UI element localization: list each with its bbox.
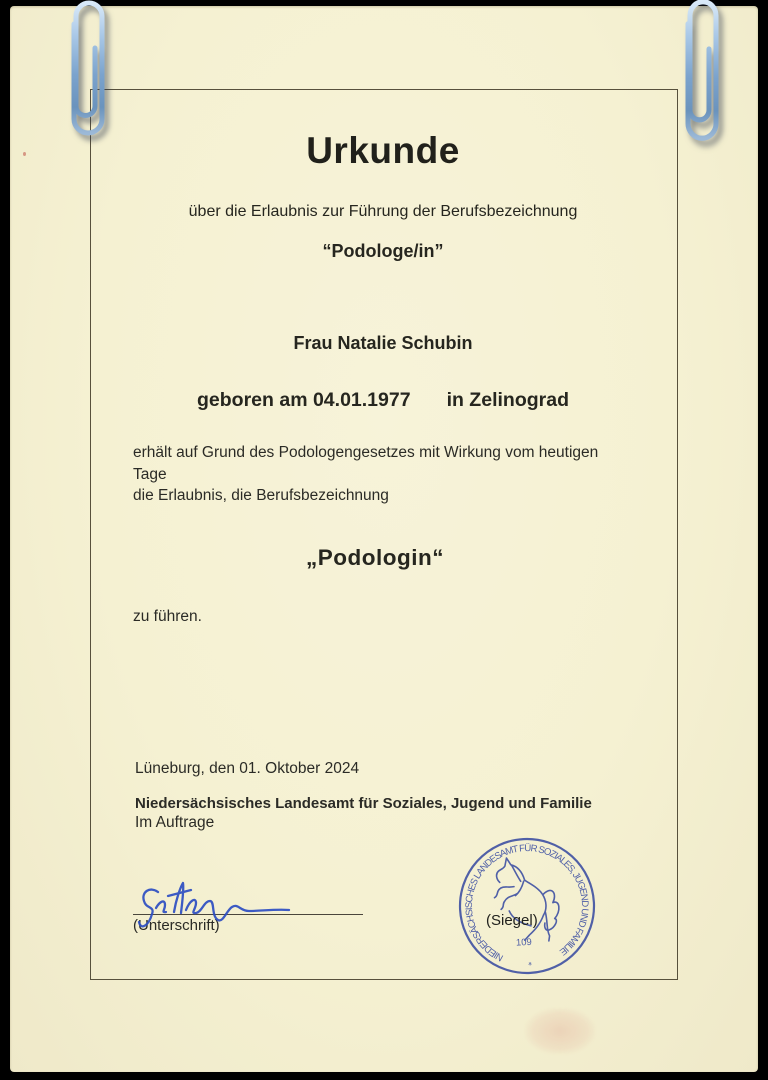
- official-seal-stamp: [448, 827, 606, 985]
- seal-horse-emblem: [492, 855, 560, 943]
- seal-caption: (Siegel): [486, 912, 538, 929]
- grant-paragraph: [133, 442, 633, 507]
- paper-smudge-stain: [525, 1008, 595, 1054]
- signature-caption: (Unterschrift): [133, 917, 220, 934]
- birth-info-line: [90, 389, 676, 412]
- on-behalf-note: Im Auftrage: [135, 814, 215, 831]
- seal-bottom-ornament: *: [527, 955, 533, 968]
- birth-date: geboren am 04.01.1977: [197, 389, 411, 411]
- certificate-subtitle: über die Erlaubnis zur Führung der Berufsbezeichnung: [188, 203, 578, 220]
- paperclip-left: [62, 0, 114, 150]
- granted-professional-title: „Podologin“: [306, 545, 444, 570]
- seal-ring-text: NIEDERSÄCHSISCHES LANDESAMT FÜR SOZIALES, JUGEND UND FAMILIE: [463, 842, 591, 964]
- recipient-name: Frau Natalie Schubin: [293, 333, 473, 353]
- certificate-paper: [10, 6, 758, 1072]
- seal-graphic: [457, 836, 598, 977]
- handwritten-signature: [128, 856, 328, 941]
- place-and-date: Lüneburg, den 01. Oktober 2024: [135, 760, 360, 777]
- closing-phrase: zu führen.: [133, 608, 202, 625]
- issuing-authority: Niedersächsisches Landesamt für Soziales, Jugend und Familie: [135, 795, 592, 812]
- seal-number: 109: [515, 936, 533, 949]
- grant-paragraph-line2: die Erlaubnis, die Berufsbezeichnung: [133, 487, 389, 504]
- grant-paragraph-line1: erhält auf Grund des Podologengesetzes mit Wirkung vom heutigen Tage: [133, 444, 599, 483]
- paperclip-right: [676, 0, 728, 156]
- profession-designation: “Podologe/in”: [322, 241, 444, 261]
- paper-red-speck: [23, 152, 26, 156]
- certificate-title: Urkunde: [306, 130, 460, 171]
- birth-place: in Zelinograd: [446, 389, 569, 411]
